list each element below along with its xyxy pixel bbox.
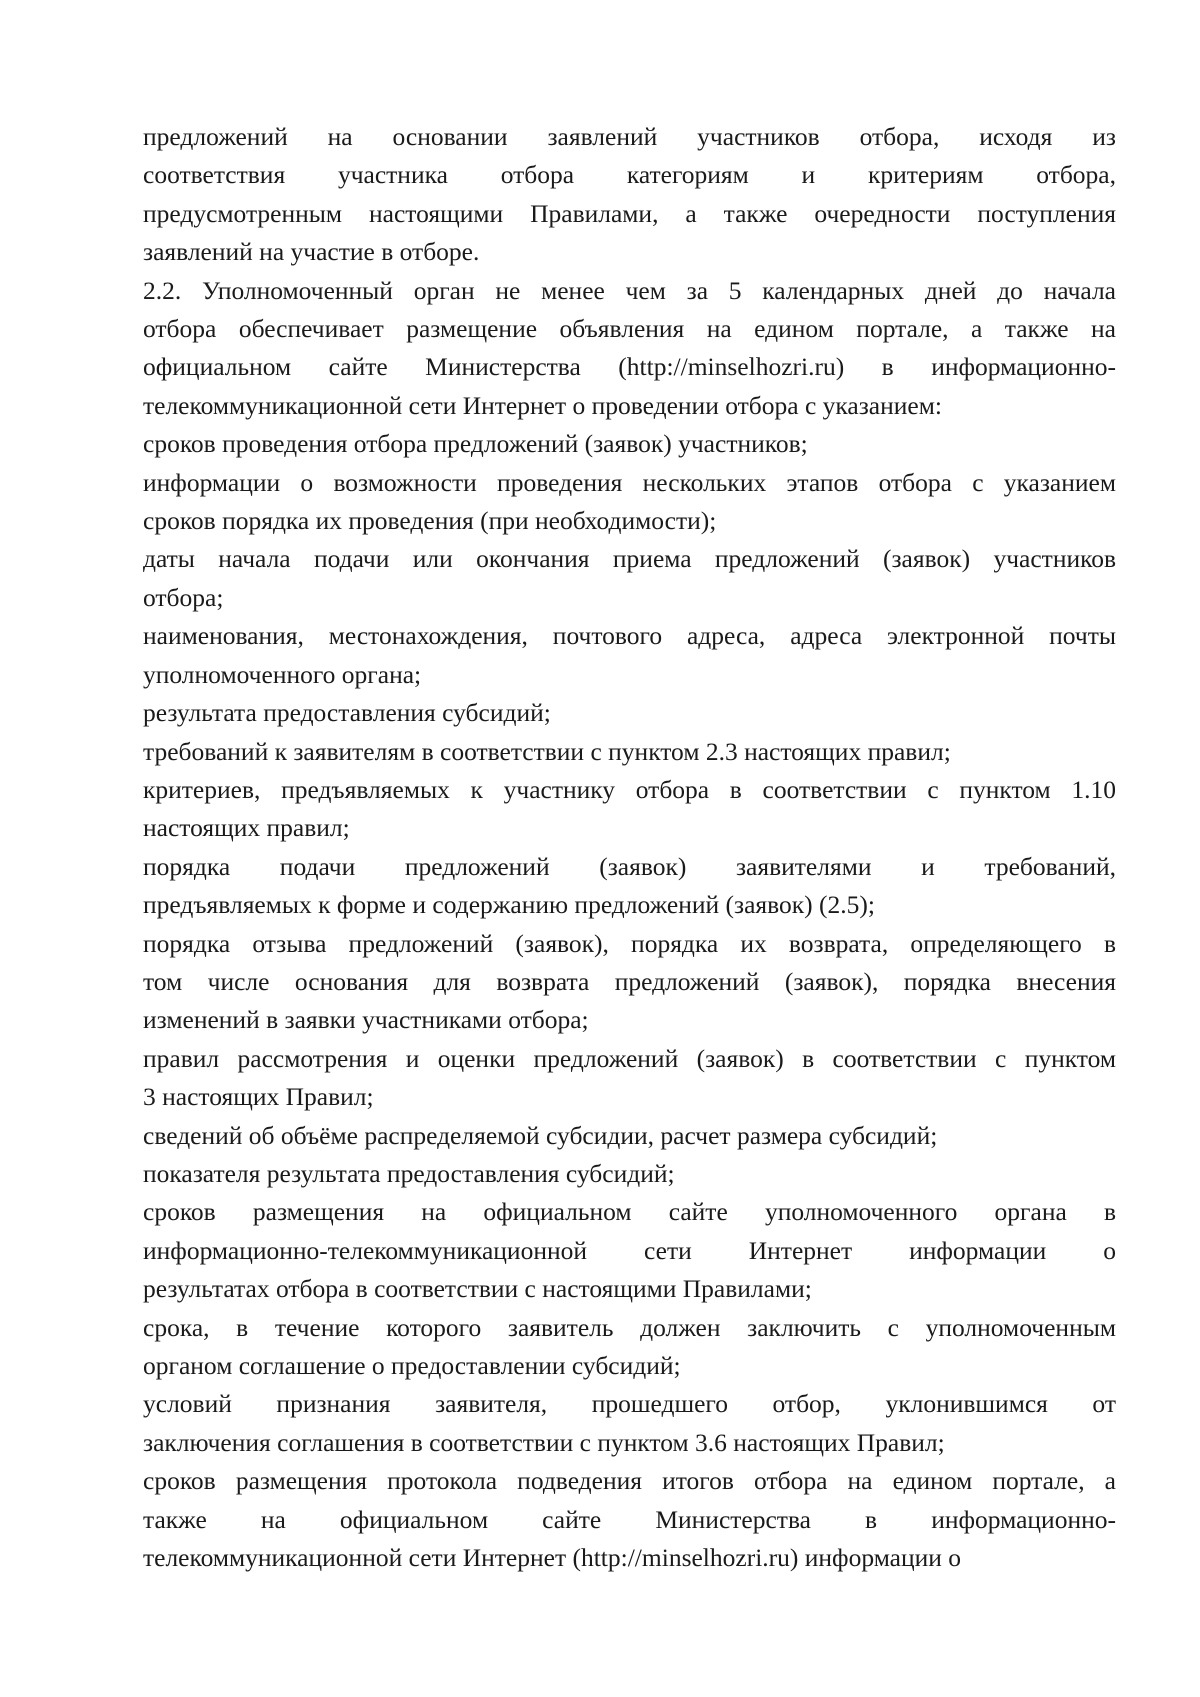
document-line: соответствия участника отбора категориям и критериям отбора, (143, 160, 1116, 190)
document-paragraph (143, 925, 1116, 1040)
document-line: сроков проведения отбора предложений (заявок) участников; (143, 429, 808, 459)
document-line: предусмотренным настоящими Правилами, а также очередности поступления (143, 198, 1116, 228)
document-paragraph (143, 464, 1116, 541)
document-line: отбора; (143, 582, 224, 612)
document-line: результатах отбора в соответствии с настоящими Правилами; (143, 1274, 812, 1304)
document-paragraph (143, 118, 1116, 272)
document-paragraph (143, 1385, 1116, 1462)
document-line: правил рассмотрения и оценки предложений (заявок) в соответствии с пунктом (143, 1043, 1116, 1073)
document-line: также на официальном сайте Министерства в информационно- (143, 1504, 1116, 1534)
document-line: уполномоченного органа; (143, 659, 422, 689)
document-paragraph (143, 1462, 1116, 1577)
document-paragraph (143, 540, 1116, 617)
document-line: информации о возможности проведения нескольких этапов отбора с указанием (143, 467, 1116, 497)
document-paragraph (143, 1117, 1116, 1155)
document-line: телекоммуникационной сети Интернет о проведении отбора с указанием: (143, 390, 942, 420)
document-line: официальном сайте Министерства (http://minselhozri.ru) в информационно- (143, 352, 1116, 382)
document-paragraph (143, 272, 1116, 426)
document-line: предъявляемых к форме и содержанию предложений (заявок) (2.5); (143, 890, 875, 920)
document-line: сроков размещения протокола подведения итогов отбора на едином портале, а (143, 1466, 1116, 1496)
document-line: даты начала подачи или окончания приема предложений (заявок) участников (143, 544, 1116, 574)
document-line: требований к заявителям в соответствии с пунктом 2.3 настоящих правил; (143, 736, 951, 766)
document-line: срока, в течение которого заявитель должен заключить с уполномоченным (143, 1312, 1116, 1342)
document-line: 2.2. Уполномоченный орган не менее чем за 5 календарных дней до начала (143, 275, 1116, 305)
document-line: 3 настоящих Правил; (143, 1082, 374, 1112)
document-line: изменений в заявки участниками отбора; (143, 1005, 589, 1035)
document-line: предложений на основании заявлений участников отбора, исходя из (143, 122, 1116, 151)
document-paragraph (143, 425, 1116, 463)
document-line: условий признания заявителя, прошедшего отбор, уклонившимся от (143, 1389, 1116, 1419)
document-line: порядка подачи предложений (заявок) заявителями и требований, (143, 851, 1116, 881)
document-body (143, 118, 1116, 1577)
document-paragraph (143, 848, 1116, 925)
document-paragraph (143, 1155, 1116, 1193)
document-line: информационно-телекоммуникационной сети Интернет информации о (143, 1235, 1116, 1265)
document-line: результата предоставления субсидий; (143, 698, 551, 728)
document-line: критериев, предъявляемых к участнику отбора в соответствии с пунктом 1.10 (143, 774, 1116, 804)
document-line: сроков размещения на официальном сайте уполномоченного органа в (143, 1197, 1116, 1227)
document-paragraph (143, 1193, 1116, 1308)
document-paragraph (143, 1309, 1116, 1386)
document-line: отбора обеспечивает размещение объявления на едином портале, а также на (143, 314, 1116, 344)
document-line: сроков порядка их проведения (при необходимости); (143, 506, 717, 536)
document-line: порядка отзыва предложений (заявок), порядка их возврата, определяющего в (143, 928, 1116, 958)
document-line: настоящих правил; (143, 813, 350, 843)
document-paragraph (143, 694, 1116, 732)
document-line: заключения соглашения в соответствии с пунктом 3.6 настоящих Правил; (143, 1427, 945, 1457)
document-line: сведений об объёме распределяемой субсидии, расчет размера субсидий; (143, 1120, 938, 1150)
document-paragraph (143, 1040, 1116, 1117)
document-paragraph (143, 733, 1116, 771)
document-line: показателя результата предоставления субсидий; (143, 1158, 675, 1188)
document-line: наименования, местонахождения, почтового адреса, адреса электронной почты (143, 621, 1116, 651)
document-line: заявлений на участие в отборе. (143, 237, 480, 267)
document-line: телекоммуникационной сети Интернет (http://minselhozri.ru) информации о (143, 1543, 962, 1573)
document-line: том числе основания для возврата предложений (заявок), порядка внесения (143, 966, 1116, 996)
document-paragraph (143, 617, 1116, 694)
document-line: органом соглашение о предоставлении субсидий; (143, 1351, 681, 1380)
document-paragraph (143, 771, 1116, 848)
